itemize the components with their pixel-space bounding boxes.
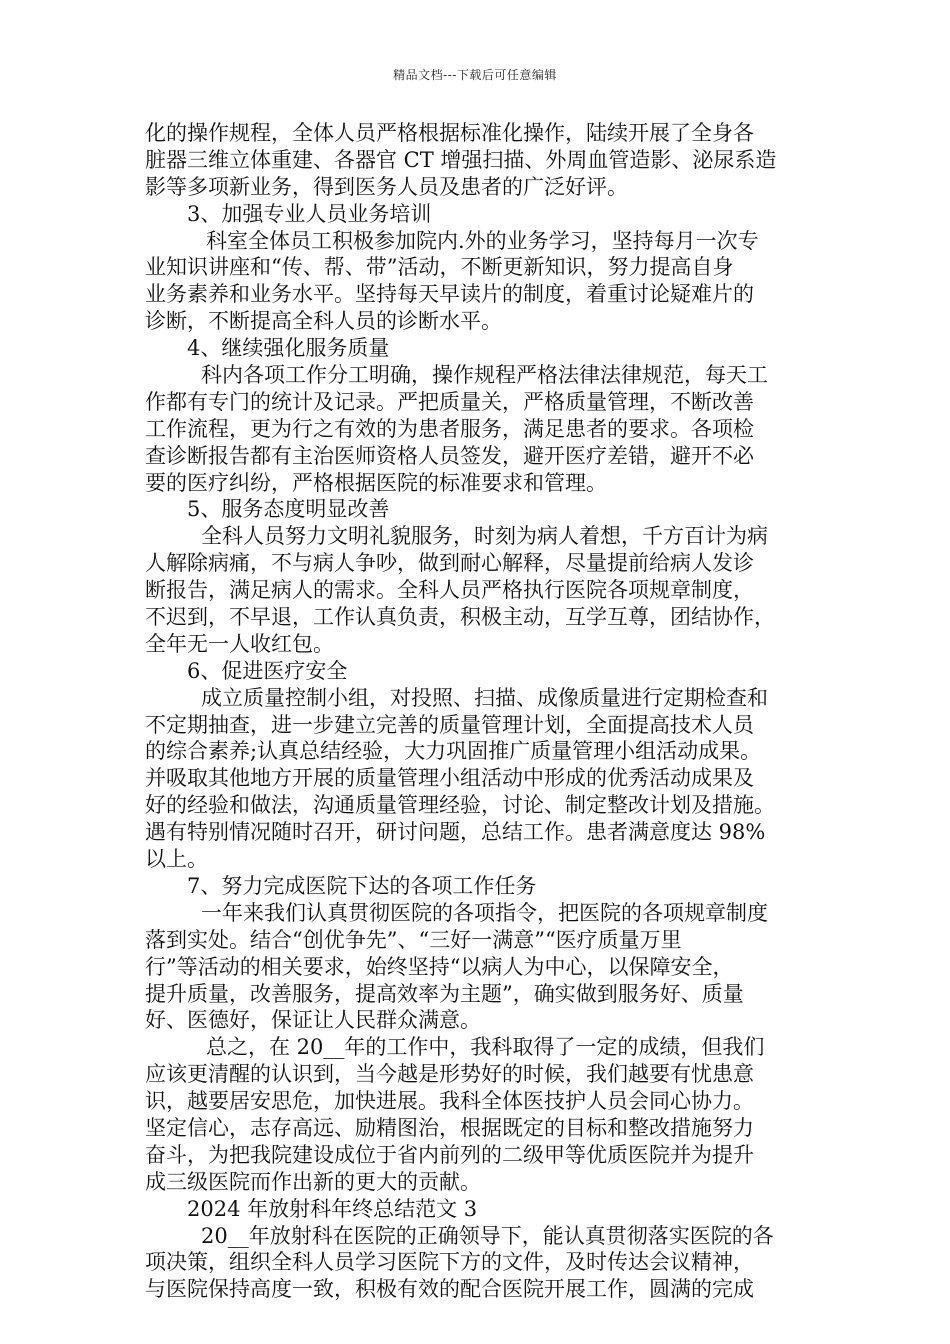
text-line: 科内各项工作分工明确，操作规程严格法律法律规范，每天工 xyxy=(201,363,768,388)
text-line: 以上。 xyxy=(145,847,208,872)
text-line: 业务素养和业务水平。坚持每天早读片的制度，着重讨论疑难片的 xyxy=(145,282,754,307)
text-line: 20__年放射科在医院的正确领导下，能认真贯彻落实医院的各 xyxy=(201,1223,774,1248)
text-line: 不定期抽查，进一步建立完善的质量管理计划，全面提高技术人员 xyxy=(145,712,754,737)
text-line: 工作流程，更为行之有效的为患者服务，满足患者的要求。各项检 xyxy=(145,416,754,441)
text-line: 成立质量控制小组，对投照、扫描、成像质量进行定期检查和 xyxy=(201,685,768,710)
text-line: 项决策，组织全科人员学习医院下方的文件，及时传达会议精神， xyxy=(145,1250,754,1275)
text-line: 一年来我们认真贯彻医院的各项指令，把医院的各项规章制度 xyxy=(201,900,768,925)
text-line: 化的操作规程，全体人员严格根据标准化操作，陆续开展了全身各 xyxy=(145,121,754,145)
text-line: 全年无一人收红包。 xyxy=(145,631,334,656)
text-line: 人解除病痛，不与病人争吵，做到耐心解释，尽量提前给病人发诊 xyxy=(145,551,754,576)
text-line: 查诊断报告都有主治医师资格人员签发，避开医疗差错，避开不必 xyxy=(145,443,754,468)
text-line: 7、努力完成医院下达的各项工作任务 xyxy=(187,873,537,898)
document-body xyxy=(145,120,810,1303)
text-line: 6、促进医疗安全 xyxy=(187,658,348,683)
text-line: 成三级医院而作出新的更大的贡献。 xyxy=(145,1169,481,1194)
text-line: 提升质量，改善服务，提高效率为主题”，确实做到服务好、质量 xyxy=(145,981,744,1006)
text-line: 的综合素养;认真总结经验，大力巩固推广质量管理小组活动成果。 xyxy=(145,739,762,764)
text-line: 全科人员努力文明礼貌服务，时刻为病人着想，千方百计为病 xyxy=(201,524,768,549)
text-line: 要的医疗纠纷，严格根据医院的标准要求和管理。 xyxy=(145,470,607,495)
text-line: 作都有专门的统计及记录。严把质量关，严格质量管理，不断改善 xyxy=(145,389,754,414)
text-line: 3、加强专业人员业务培训 xyxy=(187,201,432,226)
page-header: 精品文档---下载后可任意编辑 xyxy=(393,68,557,82)
text-line: 断报告，满足病人的需求。全科人员严格执行医院各项规章制度， xyxy=(145,578,754,603)
text-line: 奋斗，为把我院建设成位于省内前列的二级甲等优质医院并为提升 xyxy=(145,1142,754,1167)
text-line: 脏器三维立体重建、各器官 CT 增强扫描、外周血管造影、泌尿系造 xyxy=(145,147,777,172)
text-line: 好的经验和做法，沟通质量管理经验，讨论、制定整改计划及措施。 xyxy=(145,793,775,818)
text-line: 诊断，不断提高全科人员的诊断水平。 xyxy=(145,309,502,334)
text-line: 总之，在 20__年的工作中，我科取得了一定的成绩，但我们 xyxy=(206,1035,765,1060)
text-line: 不迟到，不早退，工作认真负责，积极主动，互学互尊，团结协作， xyxy=(145,605,775,630)
text-line: 行”等活动的相关要求，始终坚持“以病人为中心，以保障安全， xyxy=(145,954,734,979)
text-line: 业知识讲座和“传、帮、带”活动，不断更新知识，努力提高自身 xyxy=(145,255,734,280)
text-line: 5、服务态度明显改善 xyxy=(187,497,390,522)
text-line: 并吸取其他地方开展的质量管理小组活动中形成的优秀活动成果及 xyxy=(145,766,754,791)
text-line: 影等多项新业务，得到医务人员及患者的广泛好评。 xyxy=(145,174,628,199)
text-line: 落到实处。结合“创优争先”、“三好一满意”“医疗质量万里 xyxy=(145,927,682,952)
text-line: 4、继续强化服务质量 xyxy=(187,336,390,361)
text-line: 识，越要居安思危，加快进展。我科全体医技护人员会同心协力。 xyxy=(145,1089,754,1114)
text-line: 与医院保持高度一致，积极有效的配合医院开展工作，圆满的完成 xyxy=(145,1277,754,1302)
text-line: 2024 年放射科年终总结范文 3 xyxy=(187,1196,478,1221)
text-line: 遇有特别情况随时召开，研讨问题，总结工作。患者满意度达 98% xyxy=(145,820,766,845)
text-line: 坚定信心，志存高远、励精图治，根据既定的目标和整改措施努力 xyxy=(145,1115,754,1140)
text-line: 科室全体员工积极参加院内.外的业务学习，坚持每月一次专 xyxy=(206,228,759,253)
text-line: 好、医德好，保证让人民群众满意。 xyxy=(145,1008,481,1033)
text-line: 应该更清醒的认识到，当今越是形势好的时候，我们越要有忧患意 xyxy=(145,1062,754,1087)
